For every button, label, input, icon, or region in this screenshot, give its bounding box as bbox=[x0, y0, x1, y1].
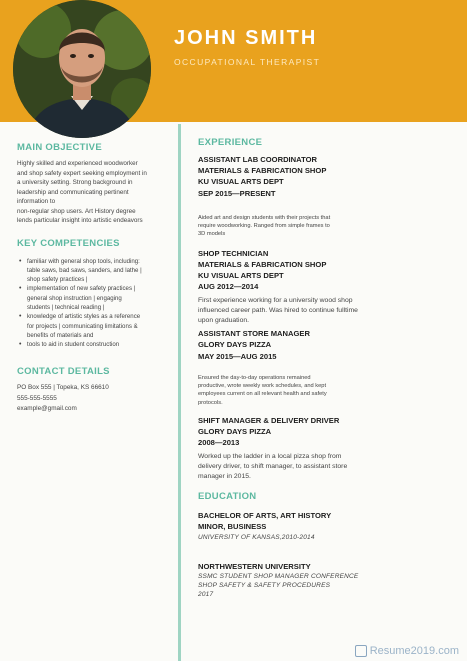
competency-line: • implementation of new safety practices | bbox=[27, 285, 136, 293]
contact-email[interactable]: example@gmail.com bbox=[17, 404, 77, 412]
competency-line: for projects | communicating limitations & bbox=[27, 322, 138, 330]
watermark bbox=[355, 645, 459, 657]
competency-line: shop safety practices | bbox=[27, 276, 88, 284]
job-heading-line: KU VISUAL ARTS DEPT bbox=[198, 271, 284, 281]
job-heading-line: ASSISTANT STORE MANAGER bbox=[198, 329, 310, 339]
edu-heading-line: NORTHWESTERN UNIVERSITY bbox=[198, 561, 311, 571]
job-heading-line: 2008—2013 bbox=[198, 438, 240, 448]
watermark-text: Resume2019.com bbox=[369, 645, 459, 657]
document-icon bbox=[355, 645, 367, 657]
competency-line: general shop instruction | engaging bbox=[27, 294, 122, 302]
contact-heading: CONTACT DETAILS bbox=[17, 366, 110, 378]
job-heading-line: MATERIALS & FABRICATION SHOP bbox=[198, 259, 327, 269]
person-name: JOHN SMITH bbox=[174, 27, 318, 49]
competency-line: students | technical reading | bbox=[27, 303, 105, 311]
objective-line: information to bbox=[17, 198, 56, 205]
list-item bbox=[27, 257, 169, 285]
competency-line: • knowledge of artistic styles as a reference bbox=[27, 313, 141, 321]
job-heading-line: ASSISTANT LAB COORDINATOR bbox=[198, 155, 317, 164]
edu-detail-line: SSMC STUDENT SHOP MANAGER CONFERENCE bbox=[198, 572, 359, 580]
desc-line: influenced career path. Was hired to continue fulltime bbox=[198, 306, 358, 314]
job-description bbox=[198, 296, 448, 327]
edu-detail-line: UNIVERSITY OF KANSAS,2010-2014 bbox=[198, 533, 315, 541]
objective-line: and shop safety expert seeking employment in bbox=[17, 169, 147, 177]
contact-phone: 555-555-5555 bbox=[17, 394, 57, 402]
objective-heading: MAIN OBJECTIVE bbox=[17, 142, 102, 153]
objective-line: a university setting. Strong background in bbox=[17, 179, 133, 186]
desc-line: require woodworking. Ranged from simple frames to bbox=[198, 223, 330, 230]
desc-line: productive, wrote weekly work schedules, and kept bbox=[198, 383, 327, 390]
edu-heading-line: MINOR, BUSINESS bbox=[198, 522, 267, 532]
competencies-heading: KEY COMPETENCIES bbox=[17, 237, 120, 249]
job-entry bbox=[198, 415, 448, 482]
desc-line: delivery driver, to shift manager, to assistant store bbox=[198, 462, 348, 470]
contact-details bbox=[17, 383, 169, 414]
competencies-list bbox=[17, 257, 169, 350]
desc-line: upon graduation. bbox=[198, 316, 250, 324]
objective-line: lends particular insight into artistic endeavors bbox=[17, 217, 143, 224]
job-heading-line: AUG 2012—2014 bbox=[198, 282, 259, 292]
education-entry bbox=[198, 561, 448, 600]
competency-line: • tools to aid in student construction bbox=[27, 341, 120, 349]
job-description bbox=[198, 214, 448, 239]
job-description bbox=[198, 374, 448, 407]
job-heading-line: MAY 2015—AUG 2015 bbox=[198, 351, 277, 361]
desc-line: 3D models bbox=[198, 231, 226, 238]
job-heading-line: SHOP TECHNICIAN bbox=[198, 248, 269, 258]
objective-line: Highly skilled and experienced woodworker bbox=[17, 160, 138, 167]
job-title: OCCUPATIONAL THERAPIST bbox=[174, 57, 321, 67]
desc-line: protocols. bbox=[198, 399, 223, 406]
right-column bbox=[198, 137, 448, 600]
job-heading-line: SHIFT MANAGER & DELIVERY DRIVER bbox=[198, 415, 340, 425]
profile-photo bbox=[13, 0, 151, 138]
edu-detail-line: SHOP SAFETY & SAFETY PROCEDURES bbox=[198, 582, 331, 590]
job-entry bbox=[198, 328, 448, 407]
desc-line: Aided art and design students with their projects that bbox=[198, 214, 331, 221]
list-item bbox=[27, 284, 169, 312]
job-description bbox=[198, 452, 448, 483]
competency-line: • familiar with general shop tools, including: bbox=[27, 257, 140, 265]
edu-detail-line: 2017 bbox=[198, 591, 214, 599]
column-divider bbox=[178, 124, 181, 661]
job-entry bbox=[198, 154, 448, 239]
experience-heading: EXPERIENCE bbox=[198, 137, 263, 148]
list-item bbox=[27, 312, 169, 340]
list-item bbox=[27, 340, 169, 349]
left-column bbox=[17, 142, 169, 414]
edu-heading-line: BACHELOR OF ARTS, ART HISTORY bbox=[198, 511, 332, 521]
competency-line: table saws, bad saws, sanders, and lathe | bbox=[27, 266, 142, 274]
objective-line: leadership and communicating pertinent bbox=[17, 188, 129, 196]
education-heading: EDUCATION bbox=[198, 491, 257, 503]
job-heading-line: SEP 2015—PRESENT bbox=[198, 188, 276, 198]
objective-text bbox=[17, 159, 169, 226]
desc-line: Worked up the ladder in a local pizza shop from bbox=[198, 452, 342, 460]
job-entry bbox=[198, 248, 448, 326]
objective-line: non-regular shop users. Art History degree bbox=[17, 207, 136, 215]
desc-line: employees current on all relevant health and safety bbox=[198, 391, 327, 398]
job-heading-line: GLORY DAYS PIZZA bbox=[198, 427, 272, 437]
job-heading-line: GLORY DAYS PIZZA bbox=[198, 340, 272, 350]
education-entry bbox=[198, 510, 448, 542]
desc-line: manager in 2015. bbox=[198, 472, 251, 480]
competency-line: benefits of materials and bbox=[27, 331, 94, 339]
job-heading-line: MATERIALS & FABRICATION SHOP bbox=[198, 166, 327, 176]
contact-address: PO Box 555 | Topeka, KS 66610 bbox=[17, 384, 109, 392]
desc-line: Ensured the day-to-day operations remained bbox=[198, 374, 311, 381]
job-heading-line: KU VISUAL ARTS DEPT bbox=[198, 177, 284, 187]
desc-line: First experience working for a university wood shop bbox=[198, 296, 353, 304]
